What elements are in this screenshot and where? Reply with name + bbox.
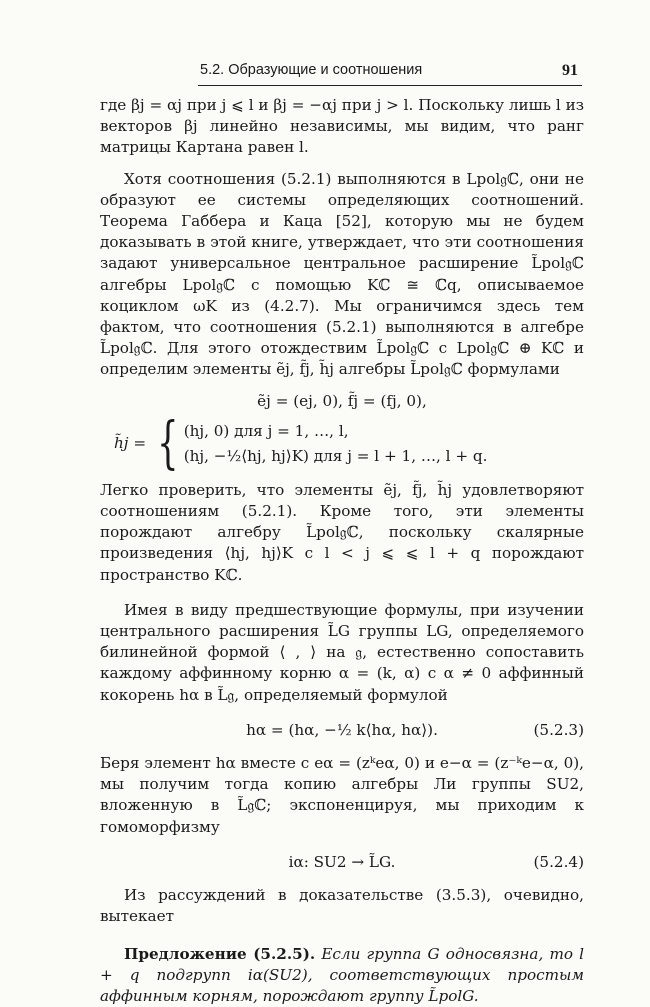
proposition-text: Если группа G односвязна, то l + q подгрупп iα(SU2), соответствующих простым аффинным корням, порождают группу L̃polG. (100, 945, 584, 1005)
equation-e-f: ẽj = (ej, 0), f̃j = (fj, 0), (100, 391, 584, 412)
section-title: 5.2. Образующие и соотношения (200, 62, 422, 78)
page-number: 91 (562, 62, 578, 80)
case-two: (hj, −½⟨hj, hj⟩K) для j = l + 1, …, l + q. (184, 446, 488, 467)
header-rule (198, 85, 582, 86)
paragraph-affine-coroot: Имея в виду предшествующие формулы, при изучении центрального расширения L̃G группы LG, определяемого билинейной формой ⟨ , ⟩ на 𝔤, естественно сопоставить каждому аффинному корню α = (k, α) с α ≠ 0 аффинный кокорень hα в L̃𝔤, определяемый формулой (100, 600, 584, 706)
brace-symbol: { (157, 416, 178, 472)
paragraph-relations: Хотя соотношения (5.2.1) выполняются в Lpol𝔤ℂ, они не образуют ее системы определяющих соотношений. Теорема Габбера и Каца [52], которую мы не будем доказывать в этой книге, утверждает, что эти соотношения задают универсальное центральное расширение L̃pol𝔤ℂ алгебры Lpol𝔤ℂ с помощью Kℂ ≅ ℂq, описываемое коциклом ωK из (4.2.7). Мы ограничимся здесь тем фактом, что соотношения (5.2.1) выполняются в алгебре L̃pol𝔤ℂ. Для этого отождествим L̃pol𝔤ℂ с Lpol𝔤ℂ ⊕ Kℂ и определим элементы ẽj, f̃j, h̃j алгебры L̃pol𝔤ℂ формулами (100, 169, 584, 381)
proposition-title: Предложение (5.2.5). (124, 945, 315, 963)
equation-5-2-3 (100, 720, 584, 741)
proposition (100, 944, 584, 1007)
paragraph-rank: где βj = αj при j ⩽ l и βj = −αj при j > l. Поскольку лишь l из векторов βj линейно независимы, мы видим, что ранг матрицы Картана равен l. (100, 95, 584, 159)
paragraph-su2: Беря элемент hα вместе с eα = (zᵏeα, 0) и e−α = (z⁻ᵏe−α, 0), мы получим тогда копию алгебры Ли группы SU2, вложенную в L̃𝔤ℂ; экспоненцируя, мы приходим к гомоморфизму (100, 753, 584, 838)
paragraph-check: Легко проверить, что элементы ẽj, f̃j, h̃j удовлетворяют соотношениям (5.2.1). Кроме того, эти элементы порождают алгебру L̃pol𝔤ℂ, поскольку скалярные произведения ⟨hj, hj⟩K с l < j ⩽ ⩽ l + q порождают пространство Kℂ. (100, 480, 584, 586)
equation-number: (5.2.3) (534, 720, 585, 741)
case-one: (hj, 0) для j = 1, …, l, (184, 421, 488, 442)
page-body (100, 95, 584, 1007)
equation-body: iα: SU2 → L̃G. (289, 853, 396, 871)
equation-number: (5.2.4) (534, 852, 585, 873)
running-header (200, 62, 578, 78)
paragraph-follows: Из рассуждений в доказательстве (3.5.3), очевидно, вытекает (100, 885, 584, 927)
equation-h-cases (114, 416, 584, 472)
equation-body: hα = (hα, −½ k⟨hα, hα⟩). (246, 721, 438, 739)
equation-5-2-4 (100, 852, 584, 873)
case-list (184, 421, 488, 467)
h-lhs: h̃j = (114, 433, 146, 454)
